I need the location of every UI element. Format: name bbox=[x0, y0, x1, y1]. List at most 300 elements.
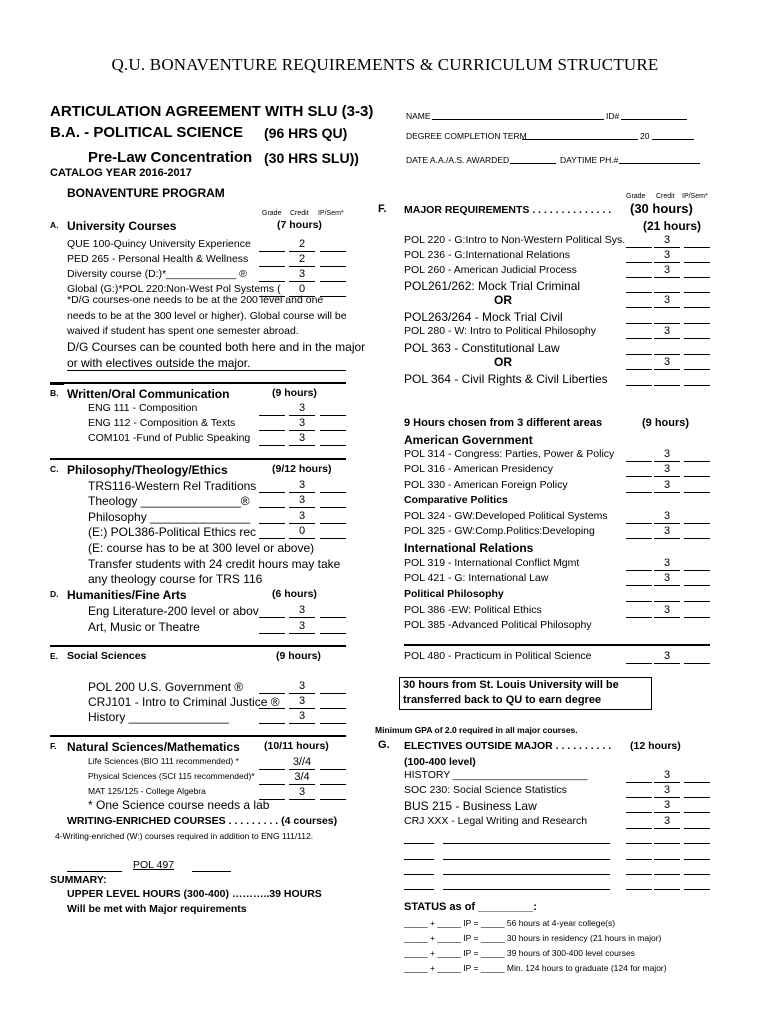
section-a-hours: (7 hours) bbox=[277, 219, 322, 231]
pol497-label: POL 497 bbox=[133, 859, 175, 871]
ipsem-blank[interactable] bbox=[320, 492, 346, 493]
grade-col-left: Grade bbox=[262, 210, 282, 217]
credit-blank bbox=[654, 461, 680, 462]
elective-blank-prefix[interactable] bbox=[404, 859, 434, 860]
nine-hours-label: 9 Hours chosen from 3 different areas bbox=[404, 417, 603, 429]
header-slu-hours: (30 HRS SLU)) bbox=[264, 150, 359, 166]
section-d-title: Humanities/Fine Arts bbox=[67, 588, 187, 602]
ipsem-blank[interactable] bbox=[320, 281, 346, 282]
credit-blank bbox=[654, 247, 680, 248]
ipsem-blank[interactable] bbox=[684, 812, 710, 813]
major-hours: (30 hours) bbox=[630, 201, 693, 216]
section-b-marker bbox=[50, 383, 64, 385]
elective-course: HISTORY _______________________ bbox=[404, 769, 588, 781]
credit-blank bbox=[289, 633, 315, 634]
credit-value: 3 bbox=[663, 799, 671, 811]
credit-blank bbox=[654, 538, 680, 539]
elective-blank-prefix[interactable] bbox=[404, 889, 434, 890]
ipsem-blank[interactable] bbox=[684, 828, 710, 829]
year-prefix: 20 bbox=[640, 131, 650, 141]
area-course: POL 325 - GW:Comp.Politics:Developing bbox=[404, 525, 595, 537]
grade-blank[interactable] bbox=[626, 369, 652, 370]
course-label: QUE 100-Quincy University Experience bbox=[67, 238, 251, 250]
grade-blank[interactable] bbox=[259, 723, 285, 724]
grade-blank[interactable] bbox=[626, 601, 652, 602]
section-c-letter: C. bbox=[50, 464, 59, 474]
elective-blank-prefix[interactable] bbox=[404, 874, 434, 875]
credit-value: 3 bbox=[663, 234, 671, 246]
course-label: POL 200 U.S. Government ® bbox=[88, 680, 244, 694]
grade-blank[interactable] bbox=[626, 277, 652, 278]
course-label: Theology _______________® bbox=[88, 494, 250, 508]
credit-value: 3 bbox=[663, 557, 671, 569]
credit-value: 0 bbox=[298, 283, 306, 295]
credit-value: 3 bbox=[663, 463, 671, 475]
section-e-title: Social Sciences bbox=[67, 650, 147, 662]
credit-value: 3 bbox=[663, 510, 671, 522]
ipsem-blank[interactable] bbox=[684, 859, 710, 860]
credit-value: 3 bbox=[663, 356, 671, 368]
grade-blank[interactable] bbox=[626, 354, 652, 355]
grade-blank[interactable] bbox=[626, 782, 652, 783]
grade-blank[interactable] bbox=[626, 828, 652, 829]
credit-value: 3 bbox=[298, 510, 306, 522]
credit-blank bbox=[289, 507, 315, 508]
grade-blank[interactable] bbox=[626, 476, 652, 477]
area-course: POL 324 - GW:Developed Political Systems bbox=[404, 510, 608, 522]
c-note-2: Transfer students with 24 credit hours may take bbox=[88, 557, 341, 571]
credit-blank bbox=[654, 585, 680, 586]
grade-blank[interactable] bbox=[626, 538, 652, 539]
date-awarded-label: DATE A.A./A.S. AWARDED bbox=[406, 155, 510, 165]
grade-blank[interactable] bbox=[259, 523, 285, 524]
elective-blank-course[interactable] bbox=[443, 859, 610, 860]
major-title: MAJOR REQUIREMENTS . . . . . . . . . . . . . . bbox=[404, 204, 612, 216]
ipsem-blank[interactable] bbox=[320, 266, 346, 267]
major-sub-hours: (21 hours) bbox=[643, 219, 702, 233]
credit-value: 3 bbox=[663, 479, 671, 491]
ipsem-blank[interactable] bbox=[320, 633, 346, 634]
lab-note: * One Science course needs a lab bbox=[88, 798, 270, 812]
course-label: TRS116-Western Rel Traditions bbox=[88, 479, 257, 493]
credit-value: 3 bbox=[663, 815, 671, 827]
credit-blank bbox=[654, 323, 680, 324]
credit-value: 3 bbox=[298, 268, 306, 280]
grade-blank[interactable] bbox=[259, 769, 285, 770]
ipsem-blank[interactable] bbox=[684, 538, 710, 539]
area-course: POL 330 - American Foreign Policy bbox=[404, 479, 568, 491]
writing-enriched: WRITING-ENRICHED COURSES . . . . . . . . . (4 courses) bbox=[67, 815, 338, 827]
grade-blank[interactable] bbox=[626, 859, 652, 860]
credit-blank bbox=[654, 369, 680, 370]
credit-value: 3 bbox=[663, 525, 671, 537]
section-b-title: Written/Oral Communication bbox=[67, 387, 230, 401]
grade-blank[interactable] bbox=[259, 445, 285, 446]
credit-value: 3 bbox=[298, 604, 306, 616]
or-label-1: OR bbox=[494, 293, 512, 307]
credit-blank[interactable] bbox=[654, 889, 680, 890]
slu-box-line1: 30 hours from St. Louis University will be bbox=[403, 679, 619, 691]
course-label: Philosophy _______________ bbox=[88, 510, 251, 524]
ipsem-blank[interactable] bbox=[320, 693, 346, 694]
grade-blank[interactable] bbox=[259, 633, 285, 634]
elective-blank-course[interactable] bbox=[443, 843, 610, 844]
elective-blank-prefix[interactable] bbox=[404, 843, 434, 844]
course-label: COM101 -Fund of Public Speaking bbox=[88, 432, 251, 444]
grade-blank[interactable] bbox=[626, 292, 652, 293]
writing-enriched-note: 4-Writing-enriched (W:) courses required in addition to ENG 111/112. bbox=[55, 831, 314, 841]
section-c-hours: (9/12 hours) bbox=[272, 463, 332, 475]
section-f-hours: (10/11 hours) bbox=[264, 740, 329, 752]
status-row: _____ + _____ IP = _____ Min. 124 hours to graduate (124 for major) bbox=[404, 963, 667, 973]
grade-blank[interactable] bbox=[626, 585, 652, 586]
course-label: Global (G:)*POL 220:Non-West Pol Systems ( bbox=[67, 283, 281, 295]
ipsem-blank[interactable] bbox=[684, 461, 710, 462]
credit-blank bbox=[289, 693, 315, 694]
credit-blank[interactable] bbox=[654, 843, 680, 844]
grade-blank[interactable] bbox=[259, 538, 285, 539]
id-field[interactable] bbox=[621, 119, 687, 120]
grade-blank[interactable] bbox=[259, 617, 285, 618]
credit-value: 3 bbox=[298, 695, 306, 707]
section-f-divider bbox=[50, 735, 346, 737]
ipsem-blank[interactable] bbox=[320, 769, 346, 770]
ipsem-blank[interactable] bbox=[684, 277, 710, 278]
ipsem-blank[interactable] bbox=[684, 797, 710, 798]
credit-value: 3 bbox=[298, 494, 306, 506]
or-label-2: OR bbox=[494, 355, 512, 369]
grade-blank[interactable] bbox=[259, 266, 285, 267]
area-title: Comparative Politics bbox=[404, 494, 508, 506]
ipsem-blank[interactable] bbox=[320, 538, 346, 539]
ipsem-col-left: IP/Sem* bbox=[318, 210, 344, 217]
grade-blank[interactable] bbox=[259, 507, 285, 508]
grade-blank[interactable] bbox=[626, 338, 652, 339]
grade-col-right: Grade bbox=[626, 193, 646, 200]
credit-blank[interactable] bbox=[654, 874, 680, 875]
major-course: POL 220 - G:Intro to Non-Western Political Sys. bbox=[404, 234, 626, 246]
credit-value: 3 bbox=[298, 786, 306, 798]
ipsem-blank[interactable] bbox=[684, 617, 710, 618]
major-course: POL 280 - W: Intro to Political Philosophy bbox=[404, 325, 597, 337]
credit-blank bbox=[289, 430, 315, 431]
grade-blank[interactable] bbox=[626, 323, 652, 324]
credit-blank bbox=[654, 262, 680, 263]
major-course: POL 364 - Civil Rights & Civil Liberties bbox=[404, 372, 608, 386]
credit-value: 3 bbox=[298, 432, 306, 444]
grade-blank[interactable] bbox=[626, 307, 652, 308]
header-degree: B.A. - POLITICAL SCIENCE bbox=[50, 124, 244, 141]
credit-blank bbox=[654, 601, 680, 602]
credit-col-left: Credit bbox=[290, 210, 309, 217]
status-row: _____ + _____ IP = _____ 56 hours at 4-year college(s) bbox=[404, 918, 616, 928]
credit-value: 3 bbox=[663, 249, 671, 261]
major-course: POL 260 - American Judicial Process bbox=[404, 264, 577, 276]
credit-value: 3 bbox=[298, 710, 306, 722]
electives-title: ELECTIVES OUTSIDE MAJOR . . . . . . . . . . bbox=[404, 740, 612, 752]
ipsem-blank[interactable] bbox=[320, 251, 346, 252]
grade-blank[interactable] bbox=[626, 461, 652, 462]
credit-blank bbox=[289, 281, 315, 282]
ipsem-blank[interactable] bbox=[684, 523, 710, 524]
credit-value: 3 bbox=[663, 264, 671, 276]
elective-blank-course[interactable] bbox=[443, 874, 610, 875]
section-e-letter: E. bbox=[50, 651, 59, 661]
major-course: POL263/264 - Mock Trial Civil bbox=[404, 310, 563, 324]
credit-blank bbox=[289, 445, 315, 446]
ipsem-blank[interactable] bbox=[684, 262, 710, 263]
credit-blank bbox=[289, 538, 315, 539]
summary-upper: UPPER LEVEL HOURS (300-400) ………..39 HOURS bbox=[67, 888, 322, 900]
credit-blank bbox=[654, 617, 680, 618]
credit-blank bbox=[289, 617, 315, 618]
catalog-year: CATALOG YEAR 2016-2017 bbox=[50, 167, 192, 179]
grade-blank[interactable] bbox=[626, 663, 652, 664]
status-row: _____ + _____ IP = _____ 30 hours in residency (21 hours in major) bbox=[404, 933, 662, 943]
ipsem-blank[interactable] bbox=[684, 782, 710, 783]
grade-blank[interactable] bbox=[626, 797, 652, 798]
grade-blank[interactable] bbox=[626, 570, 652, 571]
grade-blank[interactable] bbox=[259, 492, 285, 493]
course-label: Diversity course (D:)*____________ ® bbox=[67, 268, 247, 280]
credit-blank bbox=[654, 523, 680, 524]
credit-blank bbox=[654, 292, 680, 293]
ipsem-blank[interactable] bbox=[684, 338, 710, 339]
major-letter: F. bbox=[378, 203, 387, 215]
credit-blank bbox=[654, 277, 680, 278]
electives-hours: (12 hours) bbox=[630, 740, 681, 752]
page-title: Q.U. BONAVENTURE REQUIREMENTS & CURRICULUM STRUCTURE bbox=[111, 55, 659, 74]
slu-box-line2: transferred back to QU to earn degree bbox=[403, 694, 602, 706]
ipsem-blank[interactable] bbox=[684, 323, 710, 324]
credit-blank bbox=[654, 354, 680, 355]
course-label: Eng Literature-200 level or abov bbox=[88, 604, 259, 618]
dg-note-3: waived if student has spent one semester abroad. bbox=[67, 325, 299, 337]
ipsem-blank[interactable] bbox=[320, 617, 346, 618]
ipsem-blank[interactable] bbox=[320, 723, 346, 724]
credit-blank bbox=[654, 782, 680, 783]
credit-value: 3 bbox=[663, 604, 671, 616]
ipsem-blank[interactable] bbox=[320, 445, 346, 446]
area-title: Political Philosophy bbox=[404, 588, 504, 600]
section-d-hours: (6 hours) bbox=[272, 588, 317, 600]
area-course: POL 421 - G: International Law bbox=[404, 572, 549, 584]
pol497-grade-blank[interactable] bbox=[192, 871, 231, 872]
grade-blank[interactable] bbox=[626, 874, 652, 875]
ipsem-blank[interactable] bbox=[320, 415, 346, 416]
section-f-title: Natural Sciences/Mathematics bbox=[67, 740, 240, 754]
grade-blank[interactable] bbox=[626, 492, 652, 493]
credit-value: 3//4 bbox=[292, 756, 312, 768]
ipsem-blank[interactable] bbox=[320, 296, 346, 297]
ipsem-blank[interactable] bbox=[684, 570, 710, 571]
credit-value: 3 bbox=[663, 448, 671, 460]
course-label: Life Sciences (BIO 111 recommended) * bbox=[88, 756, 239, 766]
header-qu-hours: (96 HRS QU) bbox=[264, 125, 348, 141]
dg-note-2: needs to be at the 300 level or higher). Global course will be bbox=[67, 310, 347, 322]
ipsem-blank[interactable] bbox=[684, 843, 710, 844]
id-label: ID# bbox=[606, 111, 620, 121]
credit-value: 3 bbox=[663, 325, 671, 337]
name-field[interactable] bbox=[432, 119, 604, 120]
grade-blank[interactable] bbox=[259, 784, 285, 785]
section-e-divider bbox=[50, 645, 346, 647]
year-field[interactable] bbox=[652, 139, 694, 140]
credit-blank bbox=[654, 663, 680, 664]
credit-blank bbox=[289, 251, 315, 252]
grade-blank[interactable] bbox=[626, 523, 652, 524]
c-note-3: any theology course for TRS 116 bbox=[88, 572, 263, 586]
credit-blank bbox=[289, 784, 315, 785]
major-course: POL261/262: Mock Trial Criminal bbox=[404, 279, 581, 293]
section-c-divider bbox=[50, 458, 346, 460]
credit-blank bbox=[654, 385, 680, 386]
section-a-title: University Courses bbox=[67, 219, 177, 233]
ipsem-blank[interactable] bbox=[684, 369, 710, 370]
dg-note-5: or with electives outside the major. bbox=[67, 356, 251, 370]
credit-blank bbox=[289, 415, 315, 416]
ipsem-col-right: IP/Sem* bbox=[682, 193, 708, 200]
ipsem-blank[interactable] bbox=[684, 663, 710, 664]
ipsem-blank[interactable] bbox=[684, 585, 710, 586]
credit-blank bbox=[654, 797, 680, 798]
pol497-blank[interactable] bbox=[67, 871, 122, 872]
course-label: (E:) POL386-Political Ethics rec bbox=[88, 525, 257, 539]
name-label: NAME bbox=[406, 111, 431, 121]
course-label: ENG 112 - Composition & Texts bbox=[88, 417, 236, 429]
dg-note-4: D/G Courses can be counted both here and in the major bbox=[67, 340, 366, 354]
credit-blank bbox=[654, 492, 680, 493]
nine-hours-value: (9 hours) bbox=[642, 417, 690, 429]
section-c-title: Philosophy/Theology/Ethics bbox=[67, 463, 228, 477]
credit-blank bbox=[654, 307, 680, 308]
elective-blank-course[interactable] bbox=[443, 889, 610, 890]
gpa-note: Minimum GPA of 2.0 required in all major courses. bbox=[375, 725, 578, 735]
elective-course: BUS 215 - Business Law bbox=[404, 799, 537, 813]
credit-value: 3 bbox=[298, 402, 306, 414]
dg-note-1: *D/G courses-one needs to be at the 200 level and one bbox=[67, 294, 324, 306]
ipsem-blank[interactable] bbox=[320, 430, 346, 431]
ipsem-blank[interactable] bbox=[320, 523, 346, 524]
section-b-letter: B. bbox=[50, 388, 59, 398]
course-label: Art, Music or Theatre bbox=[88, 620, 200, 634]
major-course: POL 363 - Constitutional Law bbox=[404, 341, 560, 355]
grade-blank[interactable] bbox=[259, 430, 285, 431]
ipsem-blank[interactable] bbox=[684, 354, 710, 355]
credit-blank bbox=[289, 799, 315, 800]
program-label: BONAVENTURE PROGRAM bbox=[67, 186, 225, 200]
ipsem-blank[interactable] bbox=[684, 874, 710, 875]
grade-blank[interactable] bbox=[259, 708, 285, 709]
credit-value: 3 bbox=[298, 417, 306, 429]
section-d-letter: D. bbox=[50, 589, 59, 599]
phone-label: DAYTIME PH.# bbox=[560, 155, 619, 165]
grade-blank[interactable] bbox=[259, 251, 285, 252]
credit-blank bbox=[289, 723, 315, 724]
area-course: POL 314 - Congress: Parties, Power & Policy bbox=[404, 448, 615, 460]
ipsem-blank[interactable] bbox=[684, 889, 710, 890]
credit-value: 0 bbox=[298, 525, 306, 537]
practicum-course: POL 480 - Practicum in Political Science bbox=[404, 650, 592, 662]
course-label: ENG 111 - Composition bbox=[88, 402, 198, 414]
credit-blank[interactable] bbox=[654, 859, 680, 860]
area-title: International Relations bbox=[404, 541, 534, 555]
credit-value: 2 bbox=[298, 253, 306, 265]
grade-blank[interactable] bbox=[626, 843, 652, 844]
credit-value: 3 bbox=[663, 572, 671, 584]
c-note-1: (E: course has to be at 300 level or above) bbox=[88, 541, 315, 555]
header-concentration: Pre-Law Concentration bbox=[88, 149, 253, 166]
course-label: Physical Sciences (SCI 115 recommended)* bbox=[88, 771, 255, 781]
section-a-rule bbox=[67, 370, 346, 371]
area-course: POL 319 - International Conflict Mgmt bbox=[404, 557, 580, 569]
elective-course: SOC 230: Social Science Statistics bbox=[404, 784, 567, 796]
ipsem-blank[interactable] bbox=[320, 784, 346, 785]
credit-blank bbox=[654, 338, 680, 339]
electives-letter: G. bbox=[378, 739, 390, 751]
credit-blank bbox=[654, 828, 680, 829]
summary-major: Will be met with Major requirements bbox=[67, 903, 247, 915]
grade-blank[interactable] bbox=[626, 617, 652, 618]
credit-col-right: Credit bbox=[656, 193, 675, 200]
grade-blank[interactable] bbox=[626, 247, 652, 248]
ipsem-blank[interactable] bbox=[684, 492, 710, 493]
ipsem-blank[interactable] bbox=[684, 476, 710, 477]
credit-value: 2 bbox=[298, 238, 306, 250]
area-course: POL 386 -EW: Political Ethics bbox=[404, 604, 542, 616]
date-awarded-field[interactable] bbox=[510, 163, 556, 164]
credit-blank bbox=[654, 812, 680, 813]
slu-transfer-box bbox=[399, 677, 652, 710]
electives-level: (100-400 level) bbox=[404, 756, 476, 768]
ipsem-blank[interactable] bbox=[684, 601, 710, 602]
grade-blank[interactable] bbox=[626, 812, 652, 813]
credit-blank bbox=[289, 266, 315, 267]
grade-blank[interactable] bbox=[259, 281, 285, 282]
ipsem-blank[interactable] bbox=[684, 307, 710, 308]
ipsem-blank[interactable] bbox=[684, 292, 710, 293]
credit-value: 3 bbox=[663, 294, 671, 306]
section-e-hours: (9 hours) bbox=[276, 650, 321, 662]
ipsem-blank[interactable] bbox=[320, 507, 346, 508]
grade-blank[interactable] bbox=[626, 889, 652, 890]
ipsem-blank[interactable] bbox=[684, 247, 710, 248]
grade-blank[interactable] bbox=[626, 385, 652, 386]
phone-field[interactable] bbox=[619, 163, 700, 164]
ipsem-blank[interactable] bbox=[684, 385, 710, 386]
credit-value: 3 bbox=[663, 784, 671, 796]
section-f-letter: F. bbox=[50, 741, 57, 751]
header-articulation: ARTICULATION AGREEMENT WITH SLU (3-3) bbox=[50, 103, 374, 120]
credit-value: 3 bbox=[298, 479, 306, 491]
degree-term-field[interactable] bbox=[522, 139, 638, 140]
major-course: POL 236 - G:International Relations bbox=[404, 249, 570, 261]
course-label: CRJ101 - Intro to Criminal Justice ® bbox=[88, 695, 280, 709]
area-title: American Government bbox=[404, 433, 533, 447]
grade-blank[interactable] bbox=[259, 693, 285, 694]
grade-blank[interactable] bbox=[259, 415, 285, 416]
ipsem-blank[interactable] bbox=[320, 799, 346, 800]
practicum-divider bbox=[404, 644, 710, 646]
status-row: _____ + _____ IP = _____ 39 hours of 300-400 level courses bbox=[404, 948, 635, 958]
credit-blank bbox=[654, 476, 680, 477]
course-label: PED 265 - Personal Health & Wellness bbox=[67, 253, 249, 265]
ipsem-blank[interactable] bbox=[320, 708, 346, 709]
section-a-letter: A. bbox=[50, 220, 59, 230]
grade-blank[interactable] bbox=[626, 262, 652, 263]
section-b-hours: (9 hours) bbox=[272, 387, 317, 399]
credit-blank bbox=[289, 523, 315, 524]
